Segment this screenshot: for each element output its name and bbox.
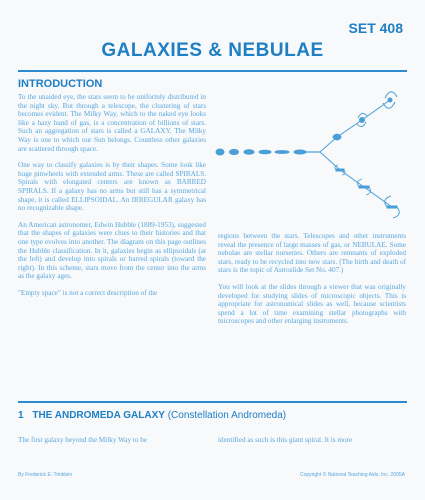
footer-copyright: Copyright © National Teaching Aids, Inc. 2005A (299, 472, 405, 478)
ellipsoidal-galaxy-e3 (259, 150, 271, 154)
page-title: GALAXIES & NEBULAE (101, 40, 324, 61)
section-heading-introduction: INTRODUCTION (18, 78, 103, 90)
barred-spiral-galaxy-sbc (385, 196, 400, 218)
section-divider (18, 401, 407, 403)
ellipsoidal-galaxy-e0 (216, 149, 224, 155)
section-heading-andromeda (18, 410, 286, 421)
ellipsoidal-galaxy-e2 (244, 150, 254, 154)
intro-paragraph: To the unaided eye, the stars seem to be uniformly distributed in the night sky. But through a telescope, the clustering of stars becomes evident. The Milky Way, which to the naked eye looks like a hazy band of gas, is a concentration of billions of stars. Such an aggregation of stars is called a GALAXY. The Milky Way is one to which our Sun belongs. Countless other galaxies are scattered through space. (18, 93, 206, 153)
section-number: 1 (18, 410, 24, 421)
intro-paragraph: An American astronomer, Edwin Hubble (1889-1953), suggested that the shapes of galaxies were clues to their histories and that one type evolves into another. The diagram on this page outlines the Hubble classification. In it, galaxies begin as ellipsoidals (at the left) and develop into spirals or barred spirals (toward the right). In this scheme, stars move from the center into the arms as the galaxy ages. (18, 220, 206, 281)
andromeda-text-left: The first galaxy beyond the Milky Way to be (18, 436, 148, 444)
andromeda-text-right: identified as such is this giant spiral. It is more (218, 436, 353, 444)
spiral-galaxy-sc (383, 92, 397, 109)
spiral-galaxy-sa (333, 134, 341, 140)
lenticular-galaxy (294, 150, 306, 154)
intro-paragraph: regions between the stars. Telescopes and other instruments reveal the presence of large masses of gas, or NEBULAE. Some nebulae are stellar nurseries. Others are remnants of exploded stars, ready to be recycled into new stars. (The birth and death of stars is the topic of Astroslide Set No. 407.) (218, 232, 406, 275)
footer-author: By Frederick E. Trinklein (18, 472, 73, 478)
ellipsoidal-galaxy-e4 (275, 151, 289, 154)
intro-paragraph: One way to classify galaxies is by their shapes. Some look like huge pinwheels with extended arms. These are called SPIRALS. Spirals with elongated centers are known as BARRED SPIRALS. If a galaxy has no arms but still has a symmetrical shape, it is called ELLIPSOIDAL. An IRREGULAR galaxy has no recognizable shape. (18, 161, 206, 213)
intro-paragraph: "Empty space" is not a correct description of the (18, 288, 158, 297)
section-name: THE ANDROMEDA GALAXY (32, 410, 165, 421)
hubble-classification-diagram (212, 82, 412, 222)
intro-left-column (18, 93, 206, 305)
spiral-galaxy-sb (357, 113, 367, 126)
intro-paragraph: You will look at the slides through a viewer that was originally developed for studying slides of microscopic objects. This is appropriate for astronomical slides as well, because scientists spend a lot of time examining stellar photographs with microscopes and other enlarging instruments. (218, 282, 406, 326)
set-label: SET 408 (348, 20, 403, 36)
upper-branch-line (320, 100, 390, 152)
lower-branch-line (320, 152, 392, 207)
ellipsoidal-galaxy-e1 (230, 149, 239, 154)
intro-right-column (218, 232, 406, 334)
barred-spiral-galaxy-sbb (358, 179, 371, 195)
top-divider (18, 70, 407, 72)
section-subtitle: (Constellation Andromeda) (167, 410, 287, 421)
